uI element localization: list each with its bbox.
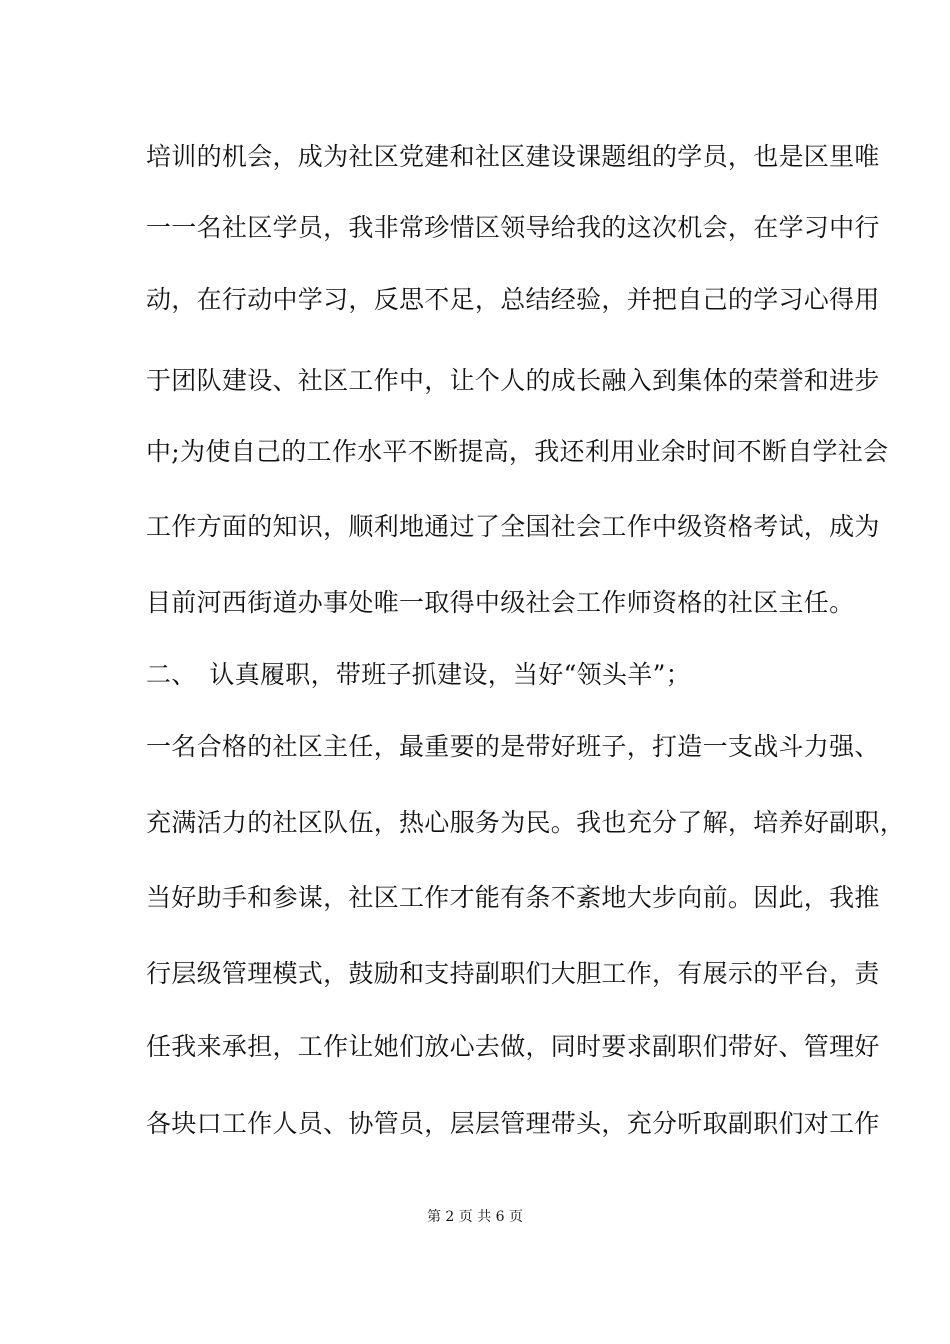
text-line: 充满活力的社区队伍，热心服务为民。我也充分了解，培养好副职， — [146, 808, 906, 837]
text-line: 中;为使自己的工作水平不断提高，我还利用业余时间不断自学社会 — [146, 437, 889, 466]
text-line: 动，在行动中学习，反思不足，总结经验，并把自己的学习心得用 — [146, 285, 880, 314]
text-line: 各块口工作人员、协管员，层层管理带头，充分听取副职们对工作 — [146, 1109, 880, 1138]
text-line: 培训的机会，成为社区党建和社区建设课题组的学员，也是区里唯 — [146, 142, 880, 171]
text-line: 当好助手和参谋，社区工作才能有条不紊地大步向前。因此，我推 — [146, 883, 880, 912]
page-number-footer: 第 2 页 共 6 页 — [426, 1209, 524, 1225]
text-line: 目前河西街道办事处唯一取得中级社会工作师资格的社区主任。 — [146, 588, 855, 617]
text-line: 工作方面的知识，顺利地通过了全国社会工作中级资格考试，成为 — [146, 512, 880, 541]
text-line: 一一名社区学员，我非常珍惜区领导给我的这次机会，在学习中行 — [146, 213, 880, 242]
text-line: 于团队建设、社区工作中，让个人的成长融入到集体的荣誉和进步 — [146, 366, 880, 395]
text-line: 任我来承担，工作让她们放心去做，同时要求副职们带好、管理好 — [146, 1032, 880, 1061]
text-line: 行层级管理模式，鼓励和支持副职们大胆工作，有展示的平台，责 — [146, 959, 880, 988]
text-line: 一名合格的社区主任，最重要的是带好班子，打造一支战斗力强、 — [146, 732, 880, 761]
section-heading: 二、 认真履职，带班子抓建设，当好“领头羊”； — [146, 660, 691, 689]
